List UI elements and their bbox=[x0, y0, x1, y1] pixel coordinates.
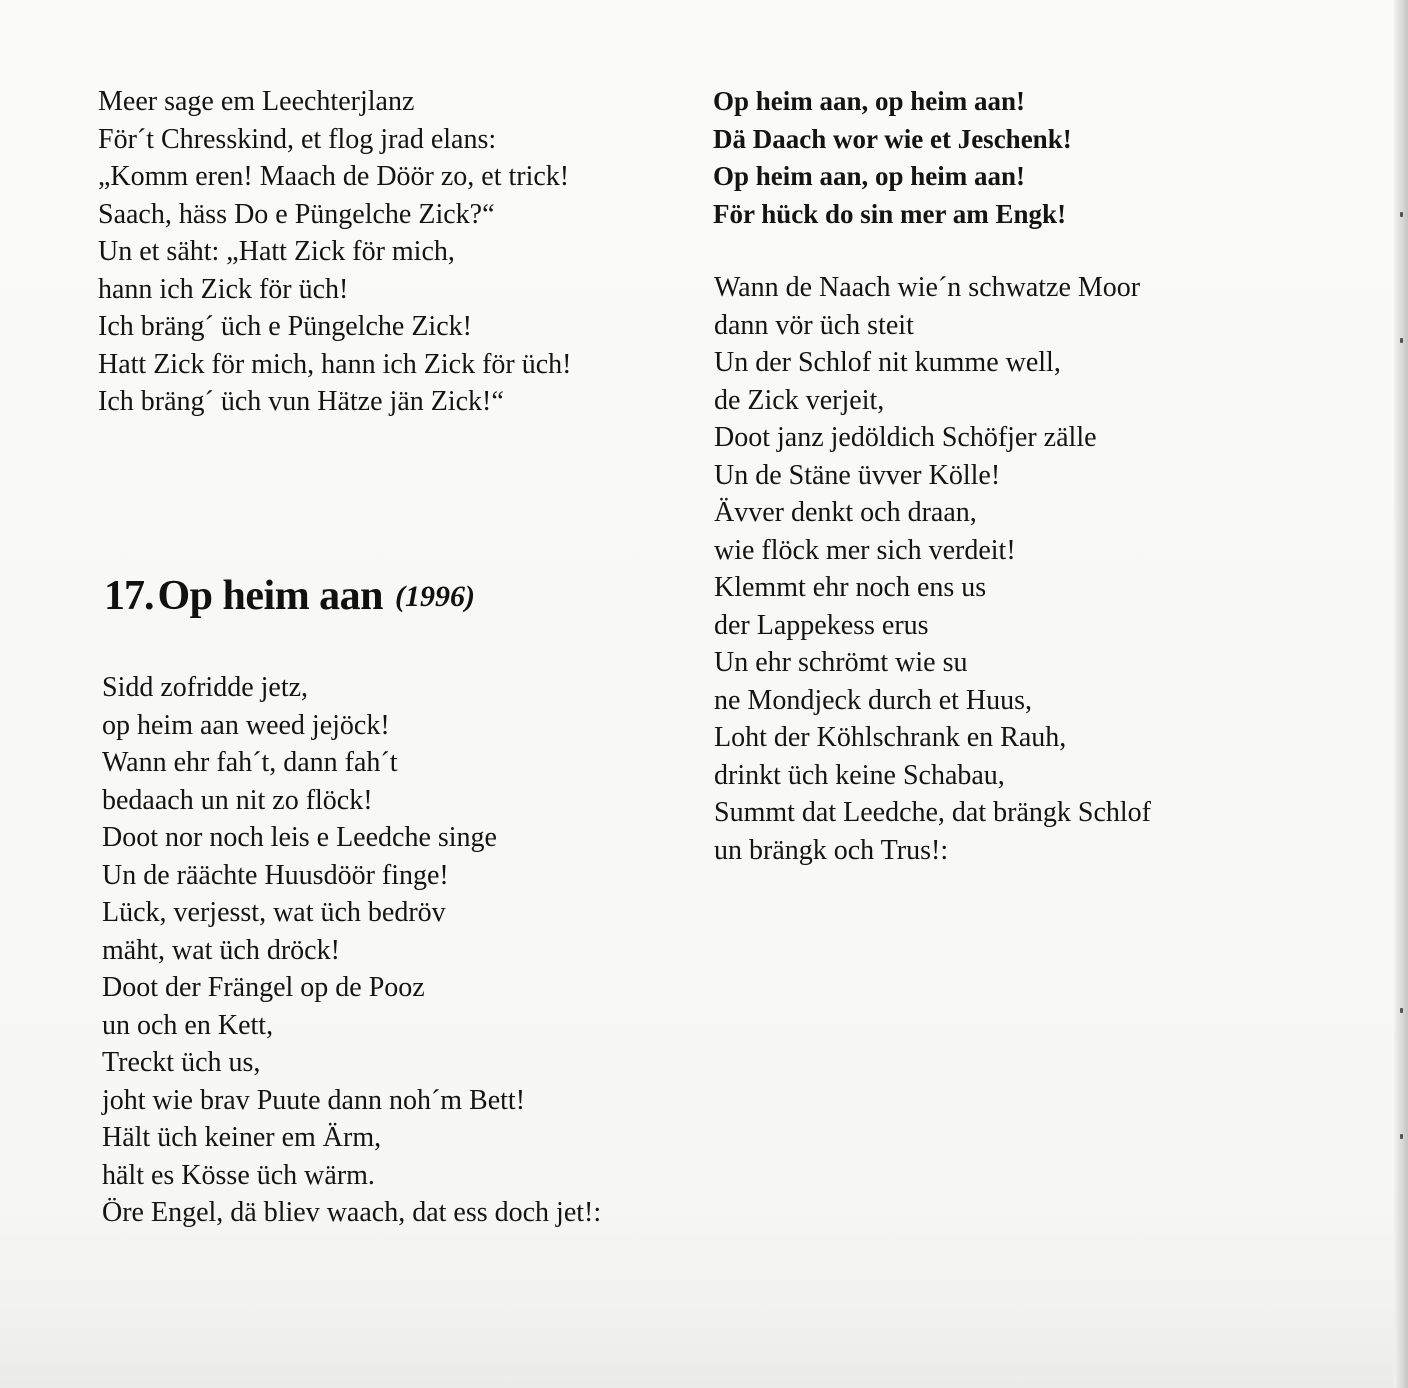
chorus-line: Op heim aan, op heim aan! bbox=[713, 86, 1026, 116]
verse-line: der Lappekess erus bbox=[714, 609, 929, 641]
verse-left-bottom bbox=[102, 669, 601, 1232]
verse-line: Hatt Zick för mich, hann ich Zick för üch! bbox=[98, 348, 572, 380]
verse-line: wie flöck mer sich verdeit! bbox=[714, 534, 1016, 566]
verse-line: Treckt üch us, bbox=[102, 1047, 261, 1078]
verse-line: drinkt üch keine Schabau, bbox=[714, 759, 1005, 791]
verse-line: Öre Engel, dä bliev waach, dat ess doch jet!: bbox=[102, 1197, 602, 1228]
verse-line: mäht, wat üch dröck! bbox=[102, 934, 340, 966]
verse-line: Un der Schlof nit kumme well, bbox=[714, 347, 1061, 378]
verse-line: Ich bräng´ üch vun Hätze jän Zick!“ bbox=[98, 386, 504, 417]
chorus-line: Op heim aan, op heim aan! bbox=[713, 161, 1026, 191]
verse-line: Lück, verjesst, wat üch bedröv bbox=[102, 897, 446, 928]
verse-line: Ävver denkt och draan, bbox=[714, 497, 977, 528]
verse-right bbox=[714, 269, 1151, 869]
verse-line: Loht der Köhlschrank en Rauh, bbox=[714, 722, 1067, 753]
verse-left-top bbox=[98, 83, 572, 421]
verse-line: Hält üch keiner em Ärm, bbox=[102, 1122, 382, 1153]
song-title: Op heim aan bbox=[157, 573, 384, 619]
verse-line: Klemmt ehr noch ens us bbox=[714, 572, 987, 603]
verse-line: joht wie brav Puute dann noh´m Bett! bbox=[102, 1084, 526, 1116]
song-year: (1996) bbox=[395, 580, 476, 613]
verse-line: dann vör üch steit bbox=[714, 309, 914, 341]
verse-line: Sidd zofridde jetz, bbox=[102, 672, 309, 703]
song-number: 17. bbox=[104, 573, 154, 619]
verse-line: Doot nor noch leis e Leedche singe bbox=[102, 822, 497, 853]
page-bottom-shadow bbox=[0, 1328, 1408, 1388]
verse-line: op heim aan weed jejöck! bbox=[102, 709, 390, 741]
song-heading bbox=[104, 572, 475, 620]
scan-speck bbox=[1400, 1008, 1403, 1013]
verse-line: Ich bräng´ üch e Püngelche Zick! bbox=[98, 311, 472, 342]
verse-line: Wann de Naach wie´n schwatze Moor bbox=[714, 272, 1141, 303]
verse-line: hält es Kösse üch wärm. bbox=[102, 1159, 375, 1191]
verse-line: Doot janz jedöldich Schöfjer zälle bbox=[714, 422, 1097, 453]
verse-line: Un de räächte Huusdöör finge! bbox=[102, 859, 449, 891]
verse-line: hann ich Zick för üch! bbox=[98, 273, 349, 305]
verse-line: bedaach un nit zo flöck! bbox=[102, 784, 373, 816]
chorus bbox=[713, 83, 1072, 233]
verse-line: Saach, häss Do e Püngelche Zick?“ bbox=[98, 198, 495, 230]
verse-line: För´t Chresskind, et flog jrad elans: bbox=[98, 123, 497, 155]
verse-line: ne Mondjeck durch et Huus, bbox=[714, 684, 1033, 716]
verse-line: Summt dat Leedche, dat brängk Schlof bbox=[714, 797, 1151, 828]
scan-speck bbox=[1400, 338, 1403, 343]
verse-line: un brängk och Trus!: bbox=[714, 834, 949, 866]
chorus-line: För hück do sin mer am Engk! bbox=[713, 198, 1067, 229]
verse-line: Un et säht: „Hatt Zick för mich, bbox=[98, 236, 455, 267]
verse-line: de Zick verjeit, bbox=[714, 384, 885, 416]
verse-line: un och en Kett, bbox=[102, 1009, 274, 1041]
verse-line: Meer sage em Leechterjlanz bbox=[98, 86, 415, 117]
chorus-line: Dä Daach wor wie et Jeschenk! bbox=[713, 123, 1072, 154]
scan-speck bbox=[1400, 212, 1403, 217]
verse-line: Wann ehr fah´t, dann fah´t bbox=[102, 747, 398, 778]
verse-line: „Komm eren! Maach de Döör zo, et trick! bbox=[98, 161, 570, 192]
verse-line: Un ehr schrömt wie su bbox=[714, 647, 968, 678]
scan-speck bbox=[1400, 1134, 1403, 1139]
page-right-edge bbox=[1394, 0, 1408, 1388]
verse-line: Un de Stäne üvver Kölle! bbox=[714, 459, 1001, 491]
verse-line: Doot der Frängel op de Pooz bbox=[102, 972, 425, 1003]
